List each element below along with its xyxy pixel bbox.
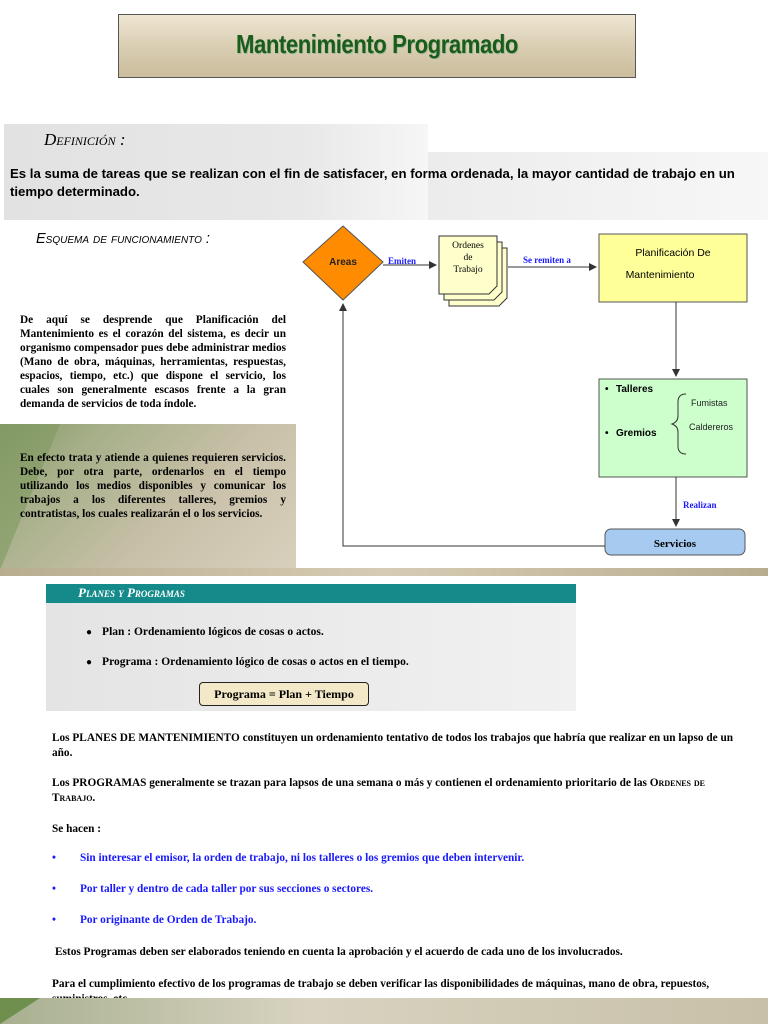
planificacion-label-2: Mantenimiento: [625, 269, 695, 281]
talleres-label: Talleres: [616, 384, 654, 395]
emiten-label: Emiten: [388, 256, 416, 266]
caldereros-label: Caldereros: [689, 422, 734, 432]
esquema-paragraph-2: En efecto trata y atiende a quienes requieren servicios. Debe, por otra parte, ordenarlos en el tiempo utilizando los medios disponibles y comunicar los trabajos a los diferentes talleres, gremios y contratistas, los cuales realizarán el o los servicios.: [20, 452, 286, 520]
list-item: • Por taller y dentro de cada taller por sus secciones o sectores.: [52, 883, 374, 895]
fumistas-label: Fumistas: [691, 398, 728, 408]
planificacion-label-1: Planificación De: [635, 247, 711, 259]
gremios-bullet: •: [605, 428, 609, 439]
flow-diagram: [296, 222, 764, 568]
ordenes-label-1: Ordenes: [452, 241, 484, 251]
bullet-icon: •: [52, 914, 56, 926]
section-divider: [0, 568, 768, 576]
planificacion-box: [599, 234, 747, 302]
bullet-icon: ●: [86, 657, 93, 668]
ordenes-label-2: de: [463, 253, 473, 263]
areas-label: Areas: [329, 257, 357, 268]
planes-header: Planes y Programas: [78, 585, 185, 600]
bullet-icon: •: [52, 883, 56, 895]
definition-text: Es la suma de tareas que se realizan con el fin de satisfacer, en forma ordenada, la mayor cantidad de trabajo en un tiempo determinado.: [10, 166, 735, 199]
formula-box: Programa = Plan + Tiempo: [199, 682, 369, 706]
realizan-label: Realizan: [683, 500, 717, 510]
bottom-decorative-triangle: [0, 998, 40, 1024]
estos-paragraph: Estos Programas deben ser elaborados teniendo en cuenta la aprobación y el acuerdo de cada uno de los involucrados.: [55, 946, 623, 958]
page-title: Mantenimiento Programado: [235, 29, 519, 59]
title-banner: [118, 14, 636, 78]
programas-paragraph: Los PROGRAMAS generalmente se trazan para lapsos de una semana o más y contienen el ordenamiento prioritario de las Ordenes de Trabajo.: [52, 777, 705, 804]
list-item: • Por originante de Orden de Trabajo.: [52, 914, 257, 926]
bottom-decorative-band: [0, 998, 768, 1024]
servicios-label: Servicios: [653, 538, 697, 550]
se-remiten-label: Se remiten a: [523, 255, 571, 265]
arrow-return: [343, 304, 605, 546]
cumplimiento-paragraph: Para el cumplimiento efectivo de los programas de trabajo se deben verificar las disponibilidades de máquinas, mano de obra, repuestos,: [52, 978, 710, 990]
bullet-icon: •: [52, 852, 56, 864]
talleres-bullet: •: [605, 384, 609, 395]
definition-heading: Definición :: [44, 130, 126, 149]
gremios-label: Gremios: [616, 428, 657, 439]
esquema-heading: Esquema de funcionamiento :: [36, 231, 210, 247]
esquema-paragraph-1: De aquí se desprende que Planificación del Mantenimiento es el corazón del sistema, es decir un organismo compensador pues debe administrar medios (Mano de obra, máquinas, herramientas, respuestas, espacios, tiempo, etc.) que dispone el servicio, los cuales son generalmente escasos frente a la gran demanda de servicios de toda índole.: [20, 314, 286, 410]
plan-definition: ● Plan : Ordenamiento lógicos de cosas o actos.: [86, 626, 324, 638]
planes-paragraph: Los PLANES DE MANTENIMIENTO constituyen un ordenamiento tentativo de todos los trabajos que habría que realizar en un lapso de un año.: [52, 732, 734, 759]
programa-definition: ● Programa : Ordenamiento lógico de cosas o actos en el tiempo.: [86, 656, 409, 668]
list-item: • Sin interesar el emisor, la orden de trabajo, ni los talleres o los gremios que deben intervenir.: [52, 852, 525, 864]
se-hacen-label: Se hacen :: [52, 823, 101, 835]
ordenes-label-3: Trabajo: [453, 265, 483, 275]
bullet-icon: ●: [86, 627, 93, 638]
